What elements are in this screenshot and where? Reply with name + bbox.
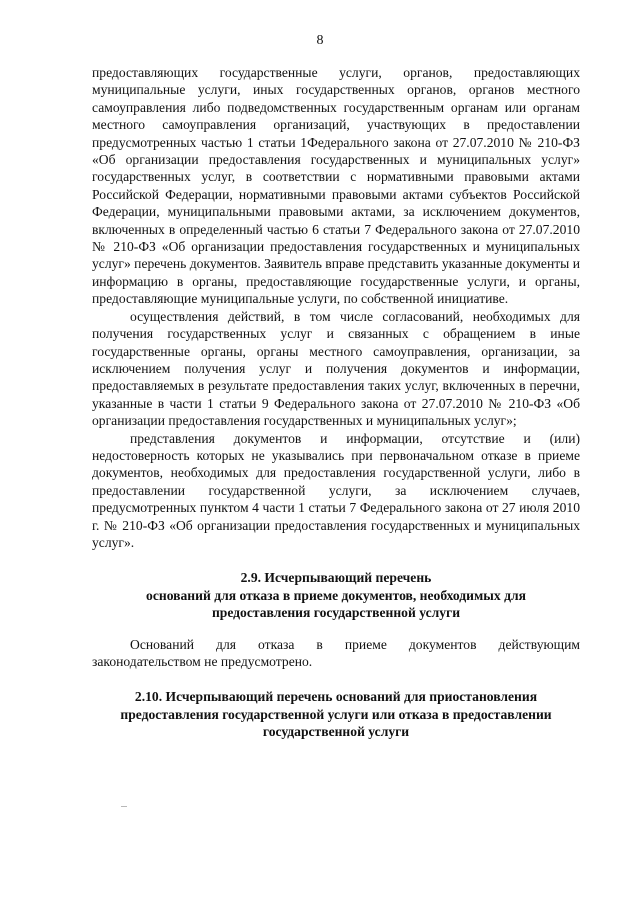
section-2-9-heading-line-3: предоставления государственной услуги	[211, 605, 461, 621]
section-2-9-heading-line-2: оснований для отказа в приеме документов, необходимых для	[146, 587, 526, 603]
paragraph-actions: осуществления действий, в том числе согласований, необходимых для получения государственных услуг и связанных с обращением в иные государственные органы, органы местного самоуправления, организации, за исключением получения услуг и получения документов и информации, предоставляемых в результате предоставления таких услуг, включенных в перечни, указанные в части 1 статьи 9 Федерального закона от 27.07.2010 № 210-ФЗ «Об организации предоставления государственных и муниципальных услуг»;	[92, 308, 580, 429]
paragraph-documents: представления документов и информации, отсутствие и (или) недостоверность которых не указывались при первоначальном отказе в приеме документов, необходимых для предоставления государственной услуги, либо в предоставлении государственной услуги, за исключением случаев, предусмотренных пунктом 4 части 1 статьи 7 Федерального закона от 27 июля 2010 г. № 210-ФЗ «Об организации предоставления государственных и муниципальных услуг».	[92, 430, 580, 550]
scan-mark	[121, 806, 127, 807]
section-2-10-heading-line-2: предоставления государственной услуги или отказа в предоставлении	[120, 706, 552, 722]
section-2-10-heading-line-3: государственной услуги	[262, 724, 410, 740]
section-2-10-heading-line-1: 2.10. Исчерпывающий перечень оснований для приостановления	[134, 689, 538, 705]
paragraph-continuation: предоставляющих государственные услуги, органов, предоставляющих муниципальные услуги, иных государственных органов, органов местного самоуправления либо подведомственных государственным органам или органам местного самоуправления организаций, участвующих в предоставлении предусмотренных частью 1 статьи 1Федерального закона от 27.07.2010 № 210-ФЗ «Об организации предоставления государственных и муниципальных услуг» государственных услуг, в соответствии с нормативными правовыми актами Российской Федерации, нормативными правовыми актами субъектов Российской Федерации, муниципальными правовыми актами, за исключением документов, включенных в определенный частью 6 статьи 7 Федерального закона от 27.07.2010 № 210-ФЗ «Об организации предоставления государственных и муниципальных услуг» перечень документов. Заявитель вправе представить указанные документы и информацию в органы, предоставляющие государственные услуги, и органы, предоставляющие муниципальные услуги, по собственной инициативе.	[92, 65, 580, 307]
document-body	[92, 64, 580, 741]
section-2-10-heading	[92, 688, 580, 740]
page-number: 8	[316, 33, 324, 48]
section-2-9-text: Оснований для отказа в приеме документов действующим законодательством не предусмотрено.	[92, 636, 580, 669]
section-2-9-heading-line-1: 2.9. Исчерпывающий перечень	[240, 570, 432, 586]
section-2-9-heading	[92, 569, 580, 621]
